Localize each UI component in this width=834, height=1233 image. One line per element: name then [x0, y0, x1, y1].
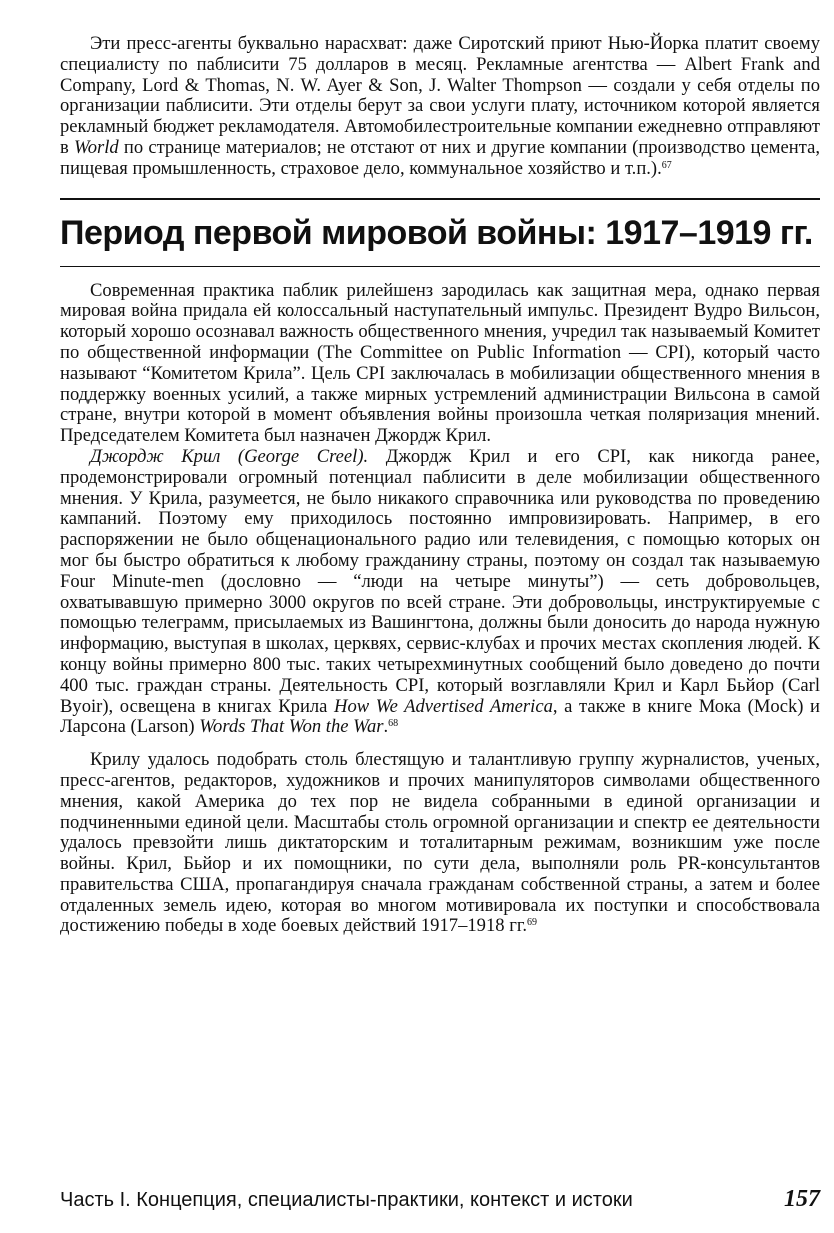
- intro-text: Эти пресс-агенты буквально нарасхват: даже Сиротский приют Нью-Йорка платит своему специалисту по паблисити 75 долларов в месяц. Рекламные агентства — Albert Frank and Company, Lord & Thomas, N. W. Ayer & Son, J. Walter Thompson — создали у себя отделы по организации паблисити. Эти отделы берут за свои услуги плату, источником которой является рекламный бюджет рекламодателя. Автомобилестроительные компании ежедневно отправляют в: [60, 33, 820, 158]
- page-footer: [60, 1186, 820, 1213]
- footnote-ref-67: 67: [661, 159, 672, 171]
- paragraph-2: [60, 447, 820, 738]
- page-body: [60, 34, 820, 937]
- paragraph-2-mid: , а также в книге Мока (Mock) и Ларсона (Larson): [60, 695, 821, 738]
- intro-newspaper-title: World: [73, 136, 119, 158]
- page-number: 157: [784, 1186, 820, 1212]
- book-title-2: Words That Won the War: [199, 716, 384, 738]
- footnote-ref-68: 68: [388, 718, 399, 730]
- paragraph-2-lead: Джордж Крил (George Creel).: [90, 445, 369, 467]
- paragraph-2-text: Джордж Крил и его CPI, как никогда ранее, продемонстрировали огромный потенциал паблисити в деле мобилизации общественного мнения. У Крила, разумеется, не было никакого справочника или руководства по проведению кампаний. Поэтому ему приходилось постоянно импровизировать. Например, в его распоряжении не было общенационального радио или телевидения, с помощью которых он мог бы быстро обратиться к любому гражданину страны, поэтому он создал так называемую Four Minute-men (дословно — “люди на четыре минуты”) — сеть добровольцев, охватывавшую примерно 3000 округов по всей стране. Эти добровольцы, инструктируемые с помощью телеграмм, присылаемых из Вашингтона, должны были доносить до народа нужную информацию, выступая в школах, церквях, сервис-клубах и прочих местах скопления людей. К концу войны примерно 800 тыс. таких четырехминутных сообщений было доведено до почти 400 тыс. граждан страны. Деятельность CPI, который возглавляли Крил и Карл Бьйор (Carl Byoir), освещена в книгах Крила: [60, 445, 820, 717]
- paragraph-3: [60, 750, 820, 937]
- heading-bottom-rule: [60, 266, 820, 267]
- paragraph-2-end: .: [383, 716, 389, 738]
- heading-top-rule: [60, 198, 820, 200]
- paragraph-3-text: Крилу удалось подобрать столь блестящую и талантливую группу журналистов, ученых, пресс-агентов, редакторов, художников и прочих манипуляторов символами общественного мнения, какой Америка до тех пор не видела собранными в единой организации и подчиненными единой цели. Масштабы столь огромной организации и спектр ее деятельности удалось превзойти лишь диктаторским и тоталитарным режимам, возникшим уже после войны. Крил, Бьйор и их помощники, по сути дела, выполняли роль PR-консультантов правительства США, пропагандируя сначала гражданам собственной страны, а затем и более отдаленных земель идею, которая во многом мотивировала их поступки и способствовала достижению победы в ходе боевых действий 1917–1918 гг.: [60, 749, 820, 937]
- section-heading: Период первой мировой войны: 1917–1919 гг.: [60, 213, 813, 252]
- footnote-ref-69: 69: [527, 917, 538, 929]
- paragraph-1: Современная практика паблик рилейшенз зародилась как защитная мера, однако первая мировая война придала ей колоссальный наступательный импульс. Президент Вудро Вильсон, который хорошо осознавал важность общественного мнения, учредил так называемый Комитет по общественной информации (The Committee on Public Information — CPI), который часто называют “Комитетом Крила”. Цель CPI заключалась в мобилизации общественного мнения в поддержку военных усилий, а также мирных устремлений администрации Вильсона в самой стране, внутри которой в момент объявления войны произошла четкая поляризация мнений. Председателем Комитета был назначен Джордж Крил.: [60, 279, 820, 447]
- running-title: Часть I. Концепция, специалисты-практики, контекст и истоки: [60, 1189, 633, 1211]
- intro-tail: по странице материалов; не отстают от них и другие компании (производство цемента, пищевая промышленность, страховое дело, коммунальное хозяйство и т.п.).: [60, 136, 820, 179]
- book-title-1: How We Advertised America: [334, 695, 553, 717]
- intro-paragraph: [60, 34, 820, 180]
